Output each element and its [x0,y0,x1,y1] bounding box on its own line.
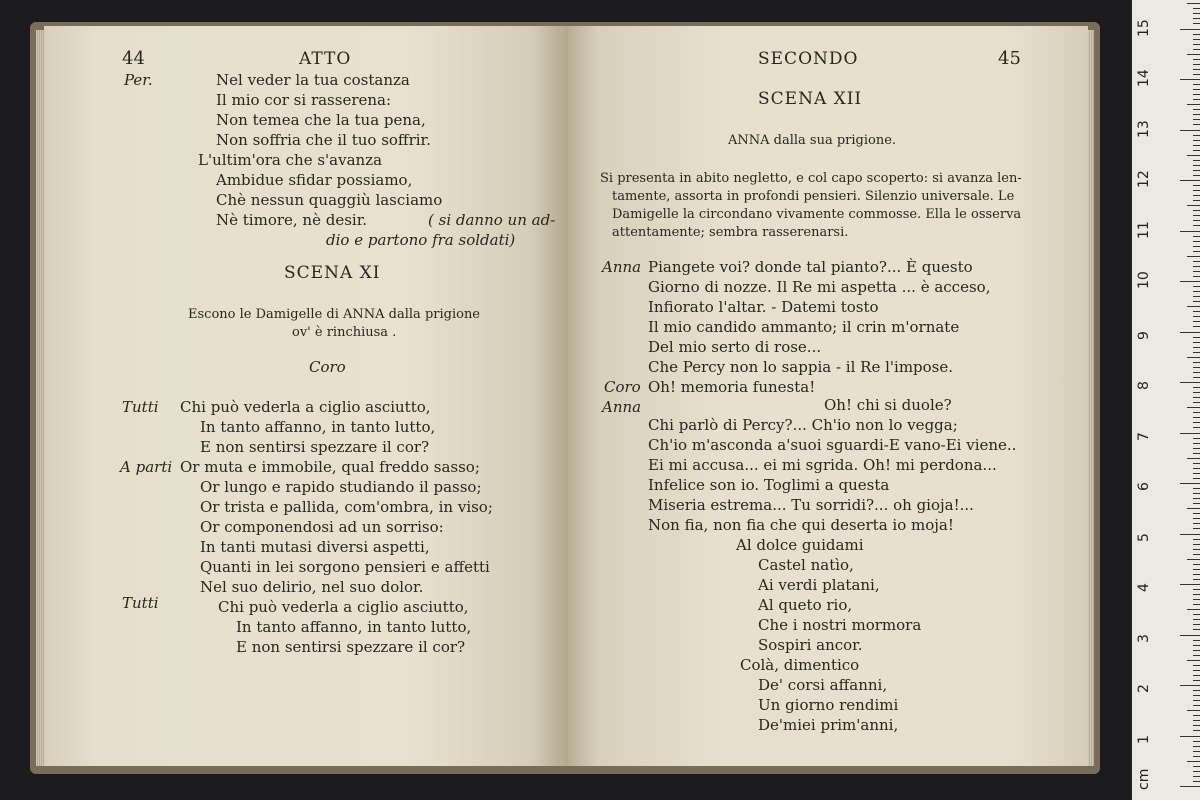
ruler-tick [1193,251,1200,252]
ruler-tick [1193,751,1200,752]
speaker-label: Anna [602,258,642,276]
ruler-tick [1193,397,1200,398]
scene-subtitle: ANNA dalla sua prigione. [728,133,897,148]
ruler-label: 4 [1136,583,1152,592]
ruler-tick [1187,559,1200,560]
ruler-tick [1193,18,1200,19]
ruler-tick [1193,493,1200,494]
ruler-label: 5 [1136,532,1152,542]
verse-line: Il mio candido ammanto; il crin m'ornate [648,318,960,336]
ruler-tick [1193,427,1200,428]
ruler-tick [1193,463,1200,464]
ruler-tick [1193,215,1200,216]
ruler-tick [1193,266,1200,267]
ruler-tick [1193,594,1200,595]
ruler-tick [1193,140,1200,141]
verse-line: Chi parlò di Percy?... Ch'io non lo vegga; [648,416,958,434]
ruler-tick [1193,574,1200,575]
ruler-tick [1193,665,1200,666]
speaker-label: Tutti [122,398,159,416]
aria-line: De' corsi affanni, [758,676,888,694]
ruler-tick [1193,316,1200,317]
stage-direction: Si presenta in abito negletto, e col capo scoperto: si avanza len- [600,171,1022,186]
ruler-tick [1193,13,1200,14]
ruler-tick [1193,473,1200,474]
speaker-label: Anna [602,398,642,416]
ruler-unit: cm [1136,768,1152,790]
verse-line: E non sentirsi spezzare il cor? [236,638,466,656]
ruler-tick [1193,276,1200,277]
ruler-tick [1193,165,1200,166]
ruler-tick [1193,200,1200,201]
ruler-tick [1193,675,1200,676]
ruler-tick [1187,508,1200,509]
ruler-tick [1193,518,1200,519]
page-number: 44 [122,48,145,69]
verse-line: Nel veder la tua costanza [216,71,410,89]
ruler-tick [1193,725,1200,726]
ruler-tick [1180,635,1200,636]
ruler-tick [1193,503,1200,504]
verse-line: Oh! chi si duole? [824,396,952,414]
aria-line: Che i nostri mormora [758,616,922,634]
ruler-tick [1193,74,1200,75]
ruler-tick [1193,539,1200,540]
ruler-tick [1193,352,1200,353]
ruler-tick [1193,705,1200,706]
ruler-tick [1193,528,1200,529]
verse-line: Giorno di nozze. Il Re mi aspetta ... è acceso, [648,278,991,296]
ruler-tick [1193,291,1200,292]
ruler-tick [1187,761,1200,762]
verse-line: L'ultim'ora che s'avanza [198,151,383,169]
ruler-tick [1193,488,1200,489]
ruler-tick [1193,589,1200,590]
ruler-tick [1187,660,1200,661]
ruler-tick [1180,281,1200,282]
ruler-tick [1193,771,1200,772]
ruler-tick [1193,44,1200,45]
chorus-heading: Coro [309,358,346,376]
ruler-tick [1193,175,1200,176]
verse-line: Infelice son io. Toglimi a questa [648,476,890,494]
stage-direction: dio e partono fra soldati) [326,231,516,249]
ruler-tick [1193,624,1200,625]
ruler-tick [1193,670,1200,671]
ruler-tick [1193,629,1200,630]
ruler-tick [1180,79,1200,80]
scene-title: SCENA XII [758,89,863,109]
ruler-tick [1193,680,1200,681]
ruler-tick [1193,741,1200,742]
ruler-tick [1193,39,1200,40]
ruler-label: 13 [1136,119,1152,138]
verse-line: Miseria estrema... Tu sorridi?... oh gioja!... [648,496,974,514]
ruler-tick [1187,3,1200,4]
ruler-tick [1180,231,1200,232]
ruler-tick [1193,756,1200,757]
ruler-tick [1193,69,1200,70]
verse-line: Infiorato l'altar. - Datemi tosto [648,298,879,316]
ruler-tick [1187,155,1200,156]
ruler-tick [1193,776,1200,777]
ruler-tick [1193,604,1200,605]
ruler-tick [1193,170,1200,171]
left-page [44,26,568,766]
ruler-tick [1193,377,1200,378]
verse-line: Oh! memoria funesta! [648,378,816,396]
verse-line: Chi può vederla a ciglio asciutto, [218,598,469,616]
ruler-tick [1180,685,1200,686]
ruler-tick [1193,124,1200,125]
ruler-tick [1193,579,1200,580]
aria-line: De'miei prim'anni, [758,716,899,734]
ruler-tick [1193,34,1200,35]
ruler-tick [1193,720,1200,721]
ruler-tick [1193,730,1200,731]
speaker-label: Tutti [122,594,159,612]
ruler-tick [1193,402,1200,403]
ruler-tick [1193,690,1200,691]
ruler-tick [1180,584,1200,585]
ruler-tick [1193,150,1200,151]
ruler-tick [1180,332,1200,333]
verse-line: Or componendosi ad un sorriso: [200,518,444,536]
verse-line: Ambidue sfidar possiamo, [216,171,413,189]
aria-line: Ai verdi platani, [758,576,880,594]
ruler-tick [1187,609,1200,610]
speaker-label: Coro [604,378,641,396]
ruler-label: 12 [1136,170,1152,188]
ruler-label: 2 [1136,684,1152,693]
ruler-tick [1193,619,1200,620]
page-number: 45 [998,48,1021,69]
aria-line: Al dolce guidami [736,536,864,554]
ruler-tick [1193,337,1200,338]
verse-line: Che Percy non lo sappia - il Re l'impose. [648,358,954,376]
verse-line: E non sentirsi spezzare il cor? [200,438,430,456]
measuring-ruler [1130,0,1200,800]
verse-line: Non soffria che il tuo soffrir. [216,131,431,149]
verse-line: Ei mi accusa... ei mi sgrida. Oh! mi perdona... [648,456,997,474]
ruler-tick [1193,94,1200,95]
ruler-tick [1193,84,1200,85]
ruler-tick [1193,195,1200,196]
ruler-tick [1180,786,1200,787]
ruler-label: 7 [1136,431,1152,441]
ruler-tick [1193,448,1200,449]
ruler-tick [1193,498,1200,499]
ruler-tick [1193,599,1200,600]
verse-line: Quanti in lei sorgono pensieri e affetti [200,558,490,576]
speaker-label: A parti [120,458,173,476]
ruler-label: 1 [1136,734,1152,744]
ruler-tick [1193,700,1200,701]
ruler-label: 10 [1136,271,1152,289]
ruler-tick [1187,104,1200,105]
ruler-tick [1193,695,1200,696]
ruler-tick [1180,483,1200,484]
ruler-tick [1193,655,1200,656]
verse-line: Nè timore, nè desir. [216,211,368,229]
ruler-tick [1193,367,1200,368]
ruler-tick [1193,271,1200,272]
verse-line: Il mio cor si rasserena: [216,91,392,109]
ruler-tick [1180,534,1200,535]
ruler-tick [1193,746,1200,747]
ruler-tick [1187,458,1200,459]
ruler-tick [1180,130,1200,131]
ruler-tick [1193,715,1200,716]
right-page [568,26,1088,766]
ruler-tick [1193,246,1200,247]
ruler-tick [1187,710,1200,711]
verse-line: Non fia, non fia che qui deserta io moja! [648,516,954,534]
stage-direction: ( si danno un ad- [428,211,556,229]
ruler-tick [1180,382,1200,383]
ruler-tick [1193,549,1200,550]
ruler-tick [1193,438,1200,439]
ruler-tick [1193,569,1200,570]
running-head: ATTO [299,49,352,69]
ruler-tick [1193,49,1200,50]
ruler-tick [1193,8,1200,9]
ruler-tick [1180,433,1200,434]
verse-line: Del mio serto di rose... [648,338,822,356]
ruler-label: 15 [1136,18,1152,37]
verse-line: In tanti mutasi diversi aspetti, [200,538,430,556]
verse-line: Or muta e immobile, qual freddo sasso; [180,458,480,476]
ruler-tick [1193,766,1200,767]
running-head: SECONDO [758,49,859,69]
ruler-tick [1193,59,1200,60]
ruler-tick [1193,513,1200,514]
verse-line: Ch'io m'asconda a'suoi sguardi-E vano-Ei viene.. [648,436,1017,454]
ruler-tick [1193,210,1200,211]
ruler-tick [1193,781,1200,782]
ruler-tick [1193,326,1200,327]
ruler-tick [1193,311,1200,312]
ruler-tick [1193,145,1200,146]
ruler-tick [1193,412,1200,413]
stage-direction: attentamente; sembra rasserenarsi. [612,225,849,240]
ruler-tick [1193,296,1200,297]
ruler-tick [1187,256,1200,257]
ruler-tick [1187,407,1200,408]
ruler-tick [1193,135,1200,136]
verse-line: Or trista e pallida, com'ombra, in viso; [200,498,493,516]
ruler-tick [1193,241,1200,242]
ruler-label: 11 [1136,220,1152,239]
ruler-tick [1193,392,1200,393]
ruler-tick [1193,119,1200,120]
ruler-tick [1193,342,1200,343]
ruler-tick [1193,564,1200,565]
ruler-tick [1193,160,1200,161]
ruler-label: 6 [1136,482,1152,491]
ruler-tick [1193,650,1200,651]
ruler-tick [1193,523,1200,524]
ruler-tick [1187,205,1200,206]
verse-line: Piangete voi? donde tal pianto?... È questo [648,258,973,276]
scene-title: SCENA XI [284,263,381,283]
ruler-tick [1187,54,1200,55]
verse-line: Non temea che la tua pena, [216,111,426,129]
ruler-tick [1193,89,1200,90]
ruler-tick [1193,422,1200,423]
ruler-tick [1193,640,1200,641]
ruler-tick [1193,347,1200,348]
verse-line: Chi può vederla a ciglio asciutto, [180,398,431,416]
ruler-tick [1193,185,1200,186]
ruler-tick [1193,321,1200,322]
ruler-tick [1193,261,1200,262]
aria-line: Un giorno rendimi [758,696,899,714]
ruler-tick [1193,645,1200,646]
ruler-tick [1193,109,1200,110]
ruler-tick [1193,23,1200,24]
ruler-tick [1193,64,1200,65]
ruler-tick [1193,468,1200,469]
ruler-label: 3 [1136,633,1152,643]
stage-direction: Damigelle la circondano vivamente commosse. Ella le osserva [612,207,1022,222]
verse-line: Nel suo delirio, nel suo dolor. [200,578,424,596]
ruler-tick [1193,614,1200,615]
ruler-label: 9 [1136,330,1152,340]
aria-line: Colà, dimentico [740,656,860,674]
ruler-tick [1193,478,1200,479]
scene-description: Escono le Damigelle di ANNA dalla prigione [188,307,481,322]
aria-line: Castel natìo, [758,556,854,574]
ruler-tick [1180,29,1200,30]
ruler-tick [1187,357,1200,358]
verse-line: In tanto affanno, in tanto lutto, [200,418,436,436]
ruler-tick [1193,387,1200,388]
ruler-tick [1193,114,1200,115]
ruler-tick [1193,225,1200,226]
ruler-tick [1193,362,1200,363]
verse-line: In tanto affanno, in tanto lutto, [236,618,472,636]
scene-description: ov' è rinchiusa . [292,325,397,340]
ruler-tick [1180,180,1200,181]
ruler-tick [1193,443,1200,444]
ruler-tick [1193,286,1200,287]
ruler-tick [1193,220,1200,221]
stage-direction: tamente, assorta in profondi pensieri. Silenzio universale. Le [612,189,1015,204]
ruler-tick [1180,736,1200,737]
ruler-tick [1193,190,1200,191]
verse-line: Chè nessun quaggiù lasciamo [216,191,443,209]
ruler-label: 14 [1136,69,1152,87]
ruler-tick [1193,554,1200,555]
ruler-label: 8 [1136,381,1152,390]
ruler-tick [1193,301,1200,302]
ruler-tick [1193,372,1200,373]
speaker-label: Per. [124,71,153,89]
ruler-tick [1193,99,1200,100]
verse-line: Or lungo e rapido studiando il passo; [200,478,482,496]
ruler-tick [1193,236,1200,237]
ruler-tick [1193,417,1200,418]
ruler-tick [1193,453,1200,454]
ruler-tick [1193,544,1200,545]
aria-line: Sospiri ancor. [758,636,863,654]
aria-line: Al queto rio, [758,596,853,614]
ruler-tick [1187,306,1200,307]
